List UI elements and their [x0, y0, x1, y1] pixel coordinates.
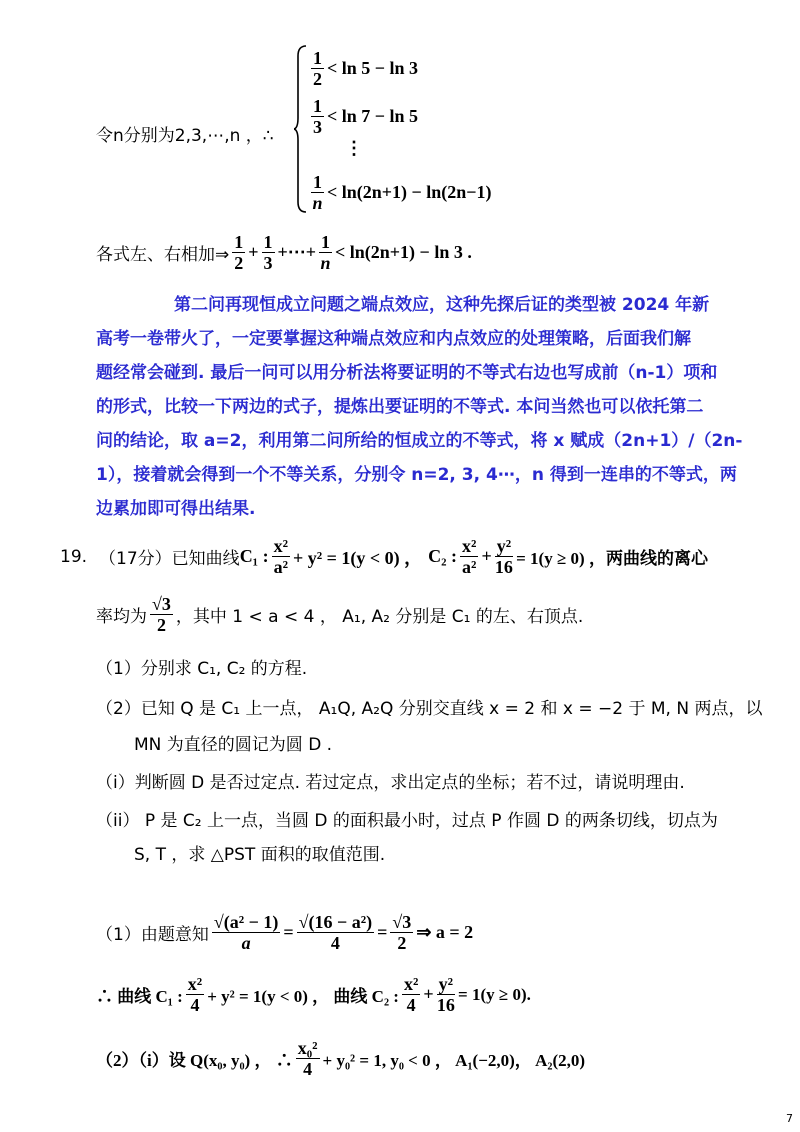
question-2ii-line-1: （ii） P 是 C₂ 上一点，当圆 D 的面积最小时，过点 P 作圆 D 的两条切线，切点为: [96, 811, 718, 831]
frac-num: y²: [496, 536, 512, 556]
problem-points: （17分）已知曲线: [99, 549, 240, 569]
frac-den: a²: [462, 557, 477, 577]
frac-num: 1: [234, 232, 244, 252]
question-2ii-line-2: S, T ，求 △PST 面积的取值范围.: [134, 845, 386, 865]
solution-2-mid: + y² = 1(y < 0) ， 曲线 C₂ :: [207, 987, 399, 1006]
curve-c2-label: C₂ :: [428, 546, 458, 566]
plus-sign: +: [423, 984, 434, 1004]
solution-1-tail: ⇒ a = 2: [416, 922, 474, 942]
frac-den: 16: [494, 557, 513, 577]
sum-line: [96, 232, 472, 273]
frac-den: 4: [330, 933, 340, 953]
left-brace: [294, 44, 308, 214]
ineq3-rhs: < ln(2n+1) − ln(2n−1): [327, 182, 492, 202]
frac-den: 4: [190, 995, 200, 1015]
frac-den: 2: [313, 69, 322, 89]
frac-num: √3: [152, 594, 171, 614]
ineq1-rhs: < ln 5 − ln 3: [327, 58, 419, 78]
solution-2: [96, 974, 531, 1015]
solution-3-prefix: （2）（i）设 Q(x₀, y₀) ， ∴: [96, 1051, 293, 1070]
problem-number: 19.: [60, 546, 88, 567]
frac-den: 4: [406, 995, 416, 1015]
frac-den: 3: [313, 117, 322, 137]
frac-num: x²: [462, 536, 477, 556]
frac-num: x²: [273, 536, 288, 556]
frac-den: 2: [234, 253, 244, 273]
plus-sign: +: [248, 242, 259, 262]
frac-num: 1: [313, 96, 322, 116]
question-2i: （i）判断圆 D 是否过定点. 若过定点，求出定点的坐标；若不过，请说明理由.: [96, 773, 685, 793]
curve-c1-tail: + y² = 1(y < 0) ，: [292, 547, 423, 568]
vertical-dots: ⋮: [345, 138, 363, 158]
commentary-line-7: 边累加即可得出结果.: [96, 499, 256, 519]
inequality-1: [308, 48, 418, 89]
frac-num: √(16 − a²): [298, 912, 373, 932]
frac-den: 2: [397, 933, 407, 953]
ineq2-rhs: < ln 7 − ln 5: [327, 106, 419, 126]
frac-num: 1: [313, 48, 322, 68]
commentary-line-4: 的形式，比较一下两边的式子，提炼出要证明的不等式. 本问当然也可以依托第二: [96, 397, 704, 417]
commentary-line-2: 高考一卷带火了，一定要掌握这种端点效应和内点效应的处理策略，后面我们解: [96, 329, 691, 349]
commentary-line-1: 第二问再现恒成立问题之端点效应，这种先探后证的类型被 2024 年新: [174, 295, 710, 315]
commentary-line-5: 问的结论，取 a=2，利用第二问所给的恒成立的不等式，将 x 赋成（2n+1）/（2n-: [96, 431, 743, 451]
plus-dots: +⋯+: [277, 242, 317, 262]
solution-3: [96, 1038, 585, 1079]
problem-19-line-2: [96, 594, 583, 635]
curve-c1-label: C₁ :: [239, 546, 269, 566]
frac-num: y²: [438, 974, 454, 994]
frac-num: 1: [313, 172, 322, 192]
commentary-line-3: 题经常会碰到. 最后一问可以用分析法将要证明的不等式右边也写成前（n-1）项和: [96, 363, 718, 383]
solution-2-prefix: ∴ 曲线 C₁ :: [96, 987, 183, 1006]
page-number: 7: [786, 1112, 793, 1125]
frac-den: a: [241, 933, 251, 953]
solution-1: [96, 912, 473, 953]
frac-den: n: [312, 193, 323, 213]
sum-prefix: 各式左、右相加⇒: [96, 245, 230, 265]
frac-den: a²: [273, 557, 288, 577]
equals-sign: =: [377, 922, 388, 942]
question-2-line-1: （2）已知 Q 是 C₁ 上一点， A₁Q, A₂Q 分别交直线 x = 2 和 x = −2 于 M, N 两点，以: [96, 699, 763, 719]
commentary-line-6: 1），接着就会得到一个不等关系，分别令 n=2, 3, 4⋯，n 得到一连串的不等式，两: [96, 465, 737, 485]
inequality-3: [308, 172, 492, 213]
inequality-2: [308, 96, 418, 137]
plus-sign: +: [481, 546, 492, 566]
solution-1-prefix: （1）由题意知: [96, 925, 209, 945]
ecc-tail: ，其中 1 < a < 4 ， A₁, A₂ 分别是 C₁ 的左、右顶点.: [175, 607, 584, 627]
problem-19-line-1: [60, 536, 708, 577]
frac-den: 4: [303, 1059, 313, 1079]
frac-num: √(a² − 1): [213, 912, 279, 932]
frac-num: x₀²: [297, 1038, 318, 1058]
frac-den: 2: [156, 615, 166, 635]
let-n-text: 令n分别为2,3,⋯,n ，∴: [96, 126, 274, 146]
equals-sign: =: [283, 922, 294, 942]
frac-num: 1: [263, 232, 273, 252]
question-2-line-2: MN 为直径的圆记为圆 D .: [134, 735, 333, 755]
ecc-prefix: 率均为: [96, 607, 147, 627]
question-1: （1）分别求 C₁, C₂ 的方程.: [96, 659, 308, 679]
sum-rhs: < ln(2n+1) − ln 3 .: [335, 242, 472, 262]
frac-den: 16: [436, 995, 455, 1015]
frac-num: 1: [321, 232, 331, 252]
solution-2-tail: = 1(y ≥ 0).: [458, 984, 531, 1004]
frac-den: 3: [263, 253, 273, 273]
curve-c2-tail: = 1(y ≥ 0) ，两曲线的离心: [516, 549, 708, 568]
frac-num: √3: [392, 912, 412, 932]
frac-den: n: [320, 253, 331, 273]
frac-num: x²: [403, 974, 419, 994]
frac-num: x²: [187, 974, 203, 994]
solution-3-tail: + y₀² = 1, y₀ < 0 ， A₁(−2,0)， A₂(2,0): [322, 1051, 586, 1070]
